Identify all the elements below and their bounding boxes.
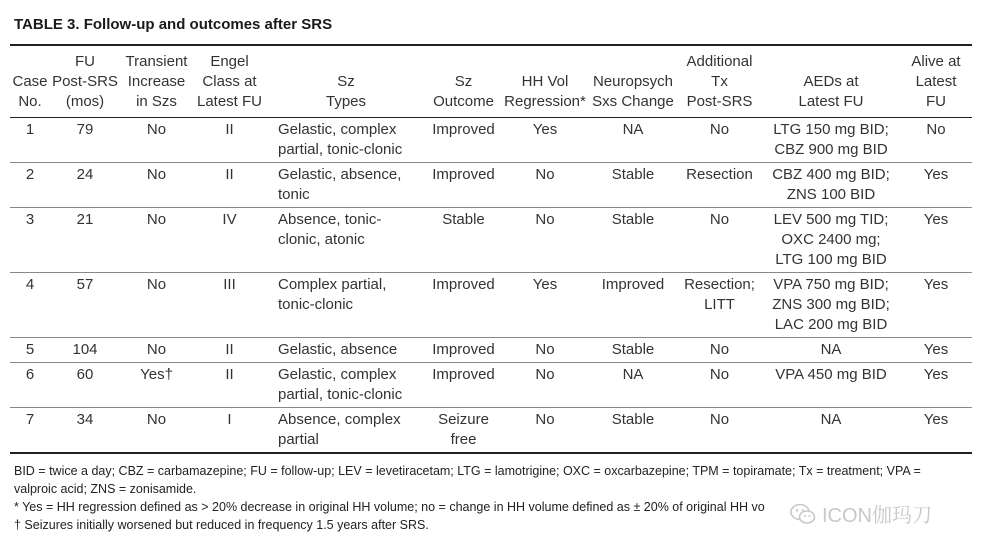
- cell-alive: No: [926, 120, 946, 138]
- cell-sz-types: Gelastic, absence: [278, 340, 398, 358]
- footnote-seizures: † Seizures initially worsened but reduced in frequency 1.5 years after SRS.: [14, 518, 429, 532]
- cell-sz-types: Absence, complex partial: [278, 410, 401, 448]
- cell-aeds: VPA 750 mg BID; ZNS 300 mg BID; LAC 200 mg BID: [772, 275, 890, 333]
- cell-aeds: LEV 500 mg TID; OXC 2400 mg; LTG 100 mg BID: [773, 210, 889, 268]
- table-title: TABLE 3. Follow-up and outcomes after SRS: [14, 16, 333, 33]
- outcomes-table: [10, 44, 972, 454]
- cell-transient-increase: No: [146, 120, 167, 138]
- table-row: [10, 362, 972, 407]
- col-transient-increase: Transient Increase in Szs: [125, 52, 188, 110]
- wechat-icon: [790, 503, 816, 525]
- cell-engel-class: IV: [222, 210, 237, 228]
- cell-transient-increase: No: [146, 210, 167, 228]
- cell-sz-types: Gelastic, complex partial, tonic-clonic: [278, 120, 403, 158]
- col-additional-tx: Additional Tx Post-SRS: [686, 52, 753, 110]
- col-alive: Alive at Latest FU: [911, 52, 961, 110]
- cell-aeds: LTG 150 mg BID; CBZ 900 mg BID: [773, 120, 889, 158]
- table-row: [10, 162, 972, 207]
- cell-sz-outcome: Seizure free: [438, 410, 489, 448]
- cell-fu-months: 60: [76, 365, 94, 383]
- col-aeds: AEDs at Latest FU: [798, 72, 864, 110]
- cell-sz-outcome: Improved: [432, 340, 495, 358]
- cell-hh-vol-regression: Yes: [532, 120, 558, 138]
- cell-transient-increase: No: [146, 275, 167, 293]
- col-fu-post-srs: FU Post-SRS (mos): [52, 52, 118, 110]
- cell-aeds: VPA 450 mg BID: [775, 365, 887, 383]
- cell-alive: Yes: [923, 210, 949, 228]
- cell-sz-outcome: Stable: [442, 210, 485, 228]
- cell-sz-types: Complex partial, tonic-clonic: [278, 275, 387, 313]
- col-sz-types: Sz Types: [325, 72, 367, 110]
- cell-alive: Yes: [923, 365, 949, 383]
- col-neuropsych-change: Neuropsych Sxs Change: [592, 72, 674, 110]
- table-row: [10, 207, 972, 272]
- cell-case-no: 6: [25, 365, 35, 383]
- cell-hh-vol-regression: No: [535, 365, 555, 383]
- footnote-hh-regression: * Yes = HH regression defined as > 20% decrease in original HH volume; no = change in HH volume defined as ± 20% of original HH vo: [14, 500, 765, 514]
- cell-additional-tx: No: [709, 210, 730, 228]
- cell-case-no: 1: [25, 120, 35, 138]
- table-row: [10, 407, 972, 453]
- cell-sz-types: Gelastic, absence, tonic: [278, 165, 402, 203]
- table-row: [10, 272, 972, 337]
- cell-transient-increase: Yes†: [140, 365, 173, 383]
- cell-additional-tx: No: [709, 340, 730, 358]
- cell-neuropsych-change: Stable: [611, 165, 655, 183]
- header-row: [10, 45, 972, 117]
- cell-fu-months: 79: [76, 120, 94, 138]
- cell-engel-class: II: [225, 165, 234, 183]
- cell-transient-increase: No: [146, 410, 167, 428]
- cell-neuropsych-change: NA: [622, 120, 644, 138]
- cell-case-no: 5: [25, 340, 35, 358]
- cell-hh-vol-regression: No: [535, 410, 555, 428]
- cell-additional-tx: Resection; LITT: [684, 275, 755, 313]
- cell-additional-tx: No: [709, 120, 730, 138]
- cell-engel-class: III: [223, 275, 236, 293]
- cell-neuropsych-change: Improved: [601, 275, 665, 293]
- col-engel-class: Engel Class at Latest FU: [196, 52, 263, 110]
- cell-case-no: 4: [25, 275, 35, 293]
- cell-alive: Yes: [923, 275, 949, 293]
- cell-alive: Yes: [923, 410, 949, 428]
- table-row: [10, 337, 972, 362]
- cell-sz-types: Absence, tonic- clonic, atonic: [278, 210, 382, 248]
- cell-case-no: 7: [25, 410, 35, 428]
- cell-engel-class: II: [225, 365, 234, 383]
- cell-aeds: NA: [820, 410, 842, 428]
- cell-fu-months: 104: [72, 340, 98, 358]
- cell-engel-class: II: [225, 340, 234, 358]
- cell-aeds: CBZ 400 mg BID; ZNS 100 BID: [772, 165, 890, 203]
- cell-neuropsych-change: Stable: [611, 410, 655, 428]
- cell-sz-outcome: Improved: [432, 120, 495, 138]
- cell-fu-months: 57: [76, 275, 94, 293]
- cell-sz-outcome: Improved: [432, 365, 495, 383]
- cell-alive: Yes: [923, 165, 949, 183]
- cell-fu-months: 34: [76, 410, 94, 428]
- col-sz-outcome: Sz Outcome: [433, 72, 494, 110]
- cell-neuropsych-change: Stable: [611, 340, 655, 358]
- cell-sz-types: Gelastic, complex partial, tonic-clonic: [278, 365, 403, 403]
- cell-transient-increase: No: [146, 340, 167, 358]
- cell-engel-class: I: [227, 410, 232, 428]
- cell-fu-months: 24: [76, 165, 94, 183]
- cell-fu-months: 21: [76, 210, 94, 228]
- cell-neuropsych-change: NA: [622, 365, 644, 383]
- cell-sz-outcome: Improved: [432, 165, 495, 183]
- cell-alive: Yes: [923, 340, 949, 358]
- cell-transient-increase: No: [146, 165, 167, 183]
- cell-hh-vol-regression: No: [535, 165, 555, 183]
- cell-neuropsych-change: Stable: [611, 210, 655, 228]
- footnote-abbreviations: BID = twice a day; CBZ = carbamazepine; FU = follow-up; LEV = levetiracetam; LTG = lamotrigine; OXC = oxcarbazepine; TPM = topiramate; Tx = treatment; VPA = valproic acid; ZNS = zonisamide.: [14, 464, 921, 496]
- cell-case-no: 2: [25, 165, 35, 183]
- table-row: [10, 117, 972, 162]
- watermark-text: ICON伽玛刀: [822, 505, 932, 527]
- watermark: [790, 499, 932, 528]
- cell-hh-vol-regression: Yes: [532, 275, 558, 293]
- cell-aeds: NA: [820, 340, 842, 358]
- cell-additional-tx: No: [709, 365, 730, 383]
- cell-engel-class: II: [225, 120, 234, 138]
- cell-additional-tx: Resection: [686, 165, 753, 183]
- col-hh-vol-regression: HH Vol Regression*: [504, 72, 586, 110]
- cell-hh-vol-regression: No: [535, 340, 555, 358]
- cell-sz-outcome: Improved: [432, 275, 495, 293]
- cell-additional-tx: No: [709, 410, 730, 428]
- col-case-no: Case No.: [12, 72, 48, 110]
- cell-case-no: 3: [25, 210, 35, 228]
- cell-hh-vol-regression: No: [535, 210, 555, 228]
